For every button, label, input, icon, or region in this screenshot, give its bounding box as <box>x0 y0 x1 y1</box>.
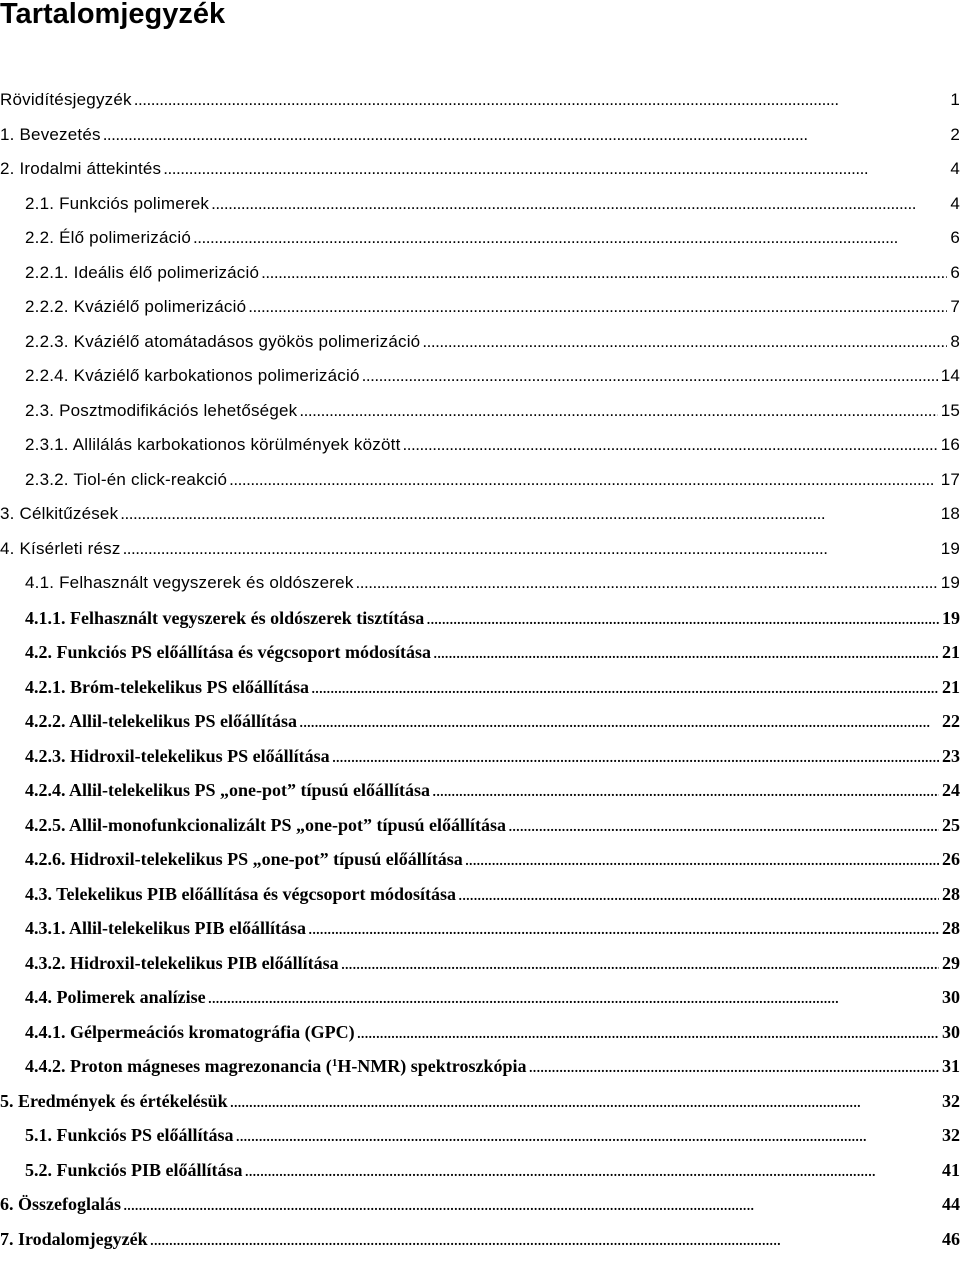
dot-leader <box>229 463 938 498</box>
toc-entry[interactable] <box>0 83 960 118</box>
toc-entry[interactable] <box>0 704 960 739</box>
toc-entry-page-number: 17 <box>940 469 960 489</box>
toc-entry[interactable] <box>0 187 960 222</box>
toc-entry-page-number: 32 <box>942 1125 960 1145</box>
toc-entry-page-number: 32 <box>942 1090 960 1111</box>
toc-entry-page-number: 29 <box>942 952 960 973</box>
dot-leader <box>311 670 939 705</box>
toc-entry-page-number: 2 <box>950 124 960 144</box>
toc-entry-page-number: 30 <box>942 1021 960 1042</box>
toc-entry-page-number: 41 <box>942 1159 960 1180</box>
toc-entry-page-number: 31 <box>942 1056 960 1076</box>
toc-entry[interactable] <box>0 739 960 774</box>
toc-entry-label: 2.2.1. Ideális élő polimerizáció <box>25 262 260 282</box>
dot-leader <box>433 635 939 670</box>
toc-entry-page-number: 46 <box>942 1228 960 1249</box>
toc-entry-label: 4.2.6. Hidroxil-telekelikus PS „one-pot” típusú előállítása <box>25 849 463 869</box>
toc-entry-label: 3. Célkitűzések <box>0 504 119 523</box>
toc-entry[interactable] <box>0 1049 960 1084</box>
toc-entry[interactable] <box>0 601 960 636</box>
toc-entry-page-number: 6 <box>950 262 960 282</box>
toc-entry-label: 2. Irodalmi áttekintés <box>0 159 162 178</box>
toc-entry-page-number: 4 <box>950 159 960 178</box>
toc-entry-label: 2.2.3. Kváziélő atomátadásos gyökös polimerizáció <box>25 331 421 351</box>
dot-leader <box>458 877 939 912</box>
dot-leader <box>230 1084 939 1119</box>
toc-entry-page-number: 19 <box>940 573 960 592</box>
toc-entry-label: 2.3.1. Allilálás karbokationos körülmények között <box>25 435 401 454</box>
toc-entry-label: 2.3. Posztmodifikációs lehetőségek <box>25 400 298 420</box>
toc-entry-page-number: 15 <box>940 400 960 420</box>
toc-entry-label: Rövidítésjegyzék <box>0 90 132 109</box>
toc-entry-page-number: 26 <box>942 849 960 869</box>
table-of-contents <box>0 83 960 1256</box>
dot-leader <box>528 1049 939 1084</box>
toc-entry-page-number: 25 <box>942 814 960 835</box>
toc-entry[interactable] <box>0 152 960 187</box>
toc-entry[interactable] <box>0 1015 960 1050</box>
toc-entry-label: 4.4. Polimerek analízise <box>25 987 206 1007</box>
toc-entry-page-number: 8 <box>950 331 960 351</box>
toc-entry-label: 4.2.1. Bróm-telekelikus PS előállítása <box>25 676 309 697</box>
toc-entry-page-number: 30 <box>942 987 960 1007</box>
toc-entry[interactable] <box>0 946 960 981</box>
toc-entry-page-number: 24 <box>942 780 960 800</box>
dot-leader <box>508 808 939 843</box>
toc-entry-label: 5.2. Funkciós PIB előállítása <box>25 1159 243 1180</box>
toc-entry[interactable] <box>0 670 960 705</box>
dot-leader <box>123 1187 939 1222</box>
toc-entry-page-number: 18 <box>940 504 960 523</box>
toc-entry[interactable] <box>0 1222 960 1257</box>
toc-entry-label: 4.1. Felhasznált vegyszerek és oldószerek <box>25 573 354 592</box>
toc-entry[interactable] <box>0 256 960 291</box>
toc-entry-page-number: 21 <box>942 642 960 662</box>
toc-entry[interactable] <box>0 497 960 532</box>
superscript: 1 <box>331 1057 338 1069</box>
toc-entry[interactable] <box>0 911 960 946</box>
dot-leader <box>426 601 939 636</box>
toc-entry-label-part: 4.4.2. Proton mágneses magrezonancia ( <box>25 1056 332 1076</box>
dot-leader <box>163 152 947 187</box>
toc-entry-page-number: 4 <box>950 193 960 213</box>
toc-entry[interactable] <box>0 325 960 360</box>
toc-entry-page-number: 28 <box>942 918 960 938</box>
toc-entry[interactable] <box>0 221 960 256</box>
toc-entry-page-number: 23 <box>942 745 960 766</box>
dot-leader <box>356 566 938 601</box>
dot-leader <box>357 1015 939 1050</box>
toc-entry-label: 5. Eredmények és értékelésük <box>0 1090 228 1111</box>
toc-entry-label: 4.1.1. Felhasznált vegyszerek és oldószerek tisztítása <box>25 607 425 628</box>
dot-leader <box>403 428 938 463</box>
dot-leader <box>120 497 937 532</box>
dot-leader <box>341 946 939 981</box>
toc-entry-label: 7. Irodalomjegyzék <box>0 1228 148 1249</box>
toc-entry-label: 6. Összefoglalás <box>0 1194 121 1214</box>
dot-leader <box>123 532 938 567</box>
dot-leader <box>299 394 937 429</box>
toc-entry[interactable] <box>0 808 960 843</box>
toc-entry-label: 4.2.3. Hidroxil-telekelikus PS előállítása <box>25 745 330 766</box>
dot-leader <box>134 83 948 118</box>
toc-entry-page-number: 21 <box>942 676 960 697</box>
toc-entry-label: 2.1. Funkciós polimerek <box>25 193 210 213</box>
toc-entry-label: 4.4.1. Gélpermeációs kromatográfia (GPC) <box>25 1021 355 1042</box>
dot-leader <box>332 739 939 774</box>
toc-entry-label: 2.2.2. Kváziélő polimerizáció <box>25 297 247 316</box>
dot-leader <box>299 704 939 739</box>
toc-entry-page-number: 19 <box>940 538 960 558</box>
toc-entry[interactable] <box>0 532 960 567</box>
toc-entry-label: 4.3. Telekelikus PIB előállítása és végcsoport módosítása <box>25 883 457 904</box>
toc-entry-page-number: 16 <box>940 435 960 454</box>
toc-entry-label: 4.2.5. Allil-monofunkcionalizált PS „one-pot” típusú előállítása <box>25 814 507 835</box>
toc-entry[interactable] <box>0 1118 960 1153</box>
toc-entry-label: 4. Kísérleti rész <box>0 538 121 558</box>
toc-entry-page-number: 22 <box>942 711 960 731</box>
toc-entry-label: 4.2. Funkciós PS előállítása és végcsoport módosítása <box>25 642 432 662</box>
toc-entry[interactable] <box>0 359 960 394</box>
toc-entry[interactable] <box>0 566 960 601</box>
dot-leader <box>362 359 938 394</box>
dot-leader <box>208 980 939 1015</box>
toc-entry[interactable] <box>0 463 960 498</box>
page-title: Tartalomjegyzék <box>0 0 226 30</box>
toc-entry-label-part: H-NMR) spektroszkópia <box>337 1056 527 1076</box>
dot-leader <box>103 118 948 153</box>
toc-entry-page-number: 28 <box>942 883 960 904</box>
toc-entry-label: 4.3.2. Hidroxil-telekelikus PIB előállítása <box>25 952 339 973</box>
toc-entry[interactable] <box>0 1187 960 1222</box>
toc-entry[interactable] <box>0 290 960 325</box>
toc-entry-label: 2.2.4. Kváziélő karbokationos polimerizáció <box>25 366 360 385</box>
dot-leader <box>308 911 939 946</box>
dot-leader <box>422 325 947 360</box>
dot-leader <box>211 187 947 222</box>
toc-entry[interactable] <box>0 773 960 808</box>
toc-entry-label: 4.2.2. Allil-telekelikus PS előállítása <box>25 711 298 731</box>
toc-entry[interactable] <box>0 1153 960 1188</box>
toc-entry-page-number: 14 <box>940 366 960 385</box>
dot-leader <box>236 1118 939 1153</box>
toc-entry-label: 2.2. Élő polimerizáció <box>25 228 191 247</box>
toc-entry[interactable] <box>0 635 960 670</box>
toc-entry-page-number: 19 <box>942 607 960 628</box>
toc-entry[interactable] <box>0 118 960 153</box>
toc-entry[interactable] <box>0 394 960 429</box>
toc-entry-page-number: 1 <box>950 90 960 109</box>
dot-leader <box>261 256 947 291</box>
dot-leader <box>465 842 939 877</box>
toc-entry[interactable] <box>0 980 960 1015</box>
dot-leader <box>248 290 947 325</box>
toc-entry-label <box>25 1049 526 1084</box>
toc-entry[interactable] <box>0 428 960 463</box>
dot-leader <box>432 773 939 808</box>
toc-entry-label: 2.3.2. Tiol-én click-reakció <box>25 469 228 489</box>
toc-entry[interactable] <box>0 1084 960 1119</box>
toc-entry-page-number: 6 <box>950 228 960 247</box>
toc-entry-label: 1. Bevezetés <box>0 124 101 144</box>
toc-entry-label: 4.2.4. Allil-telekelikus PS „one-pot” típusú előállítása <box>25 780 431 800</box>
toc-entry[interactable] <box>0 842 960 877</box>
dot-leader <box>193 221 947 256</box>
toc-entry[interactable] <box>0 877 960 912</box>
toc-entry-page-number: 7 <box>950 297 960 316</box>
toc-entry-page-number: 44 <box>942 1194 960 1214</box>
dot-leader <box>150 1222 939 1257</box>
toc-entry-label: 5.1. Funkciós PS előállítása <box>25 1125 234 1145</box>
dot-leader <box>245 1153 939 1188</box>
toc-entry-label: 4.3.1. Allil-telekelikus PIB előállítása <box>25 918 307 938</box>
